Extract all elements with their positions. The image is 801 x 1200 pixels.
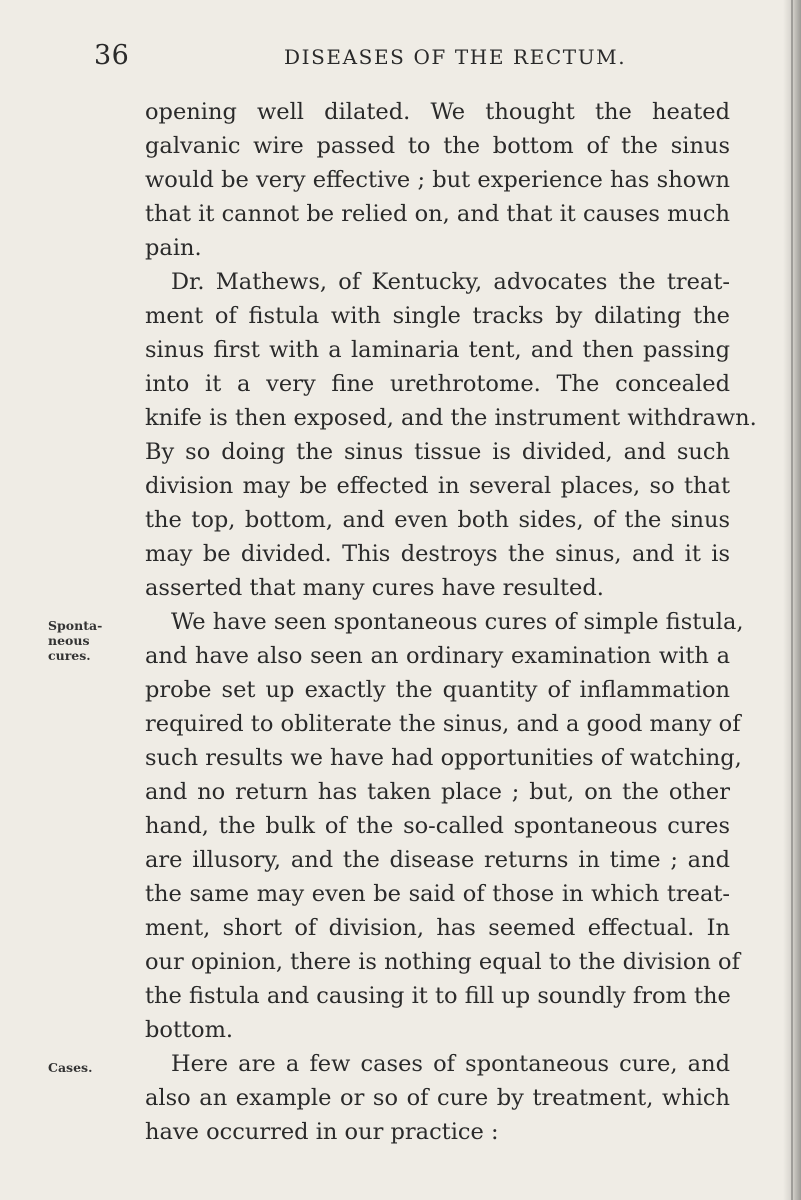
- margin-note-line: cures.: [48, 648, 91, 663]
- text-line: and no return has taken place ; but, on the other: [145, 779, 730, 805]
- text-line: the fistula and causing it to fill up soundly from the: [145, 983, 731, 1009]
- text-line: By so doing the sinus tissue is divided, and such: [145, 439, 730, 465]
- text-line: into it a very fine urethrotome. The concealed: [145, 371, 730, 397]
- text-line: opening well dilated. We thought the heated: [145, 99, 730, 125]
- text-line: ment of fistula with single tracks by dilating the: [145, 303, 730, 329]
- margin-note-line: neous: [48, 633, 90, 648]
- margin-note-line: Cases.: [48, 1060, 93, 1075]
- text-line: may be divided. This destroys the sinus, and it is: [145, 541, 730, 567]
- page-header: [94, 40, 694, 74]
- text-line: have occurred in our practice :: [145, 1119, 499, 1145]
- text-line: the top, bottom, and even both sides, of the sinus: [145, 507, 730, 533]
- text-line: required to obliterate the sinus, and a good many of: [145, 711, 741, 737]
- page-number: 36: [94, 40, 130, 71]
- text-line: division may be effected in several places, so that: [145, 473, 730, 499]
- page-edge-line: [791, 0, 793, 1200]
- text-line: hand, the bulk of the so-called spontaneous cures: [145, 813, 730, 839]
- text-line: also an example or so of cure by treatment, which: [145, 1085, 730, 1111]
- text-line: galvanic wire passed to the bottom of the sinus: [145, 133, 730, 159]
- text-line: probe set up exactly the quantity of inflammation: [145, 677, 730, 703]
- text-line: ment, short of division, has seemed effectual. In: [145, 915, 730, 941]
- text-line: We have seen spontaneous cures of simple fistula,: [171, 609, 744, 635]
- margin-note-line: Sponta-: [48, 618, 103, 633]
- margin-note-cases: [48, 1060, 128, 1075]
- text-line: knife is then exposed, and the instrument withdrawn.: [145, 405, 757, 431]
- text-line: are illusory, and the disease returns in time ; and: [145, 847, 730, 873]
- text-line: sinus first with a laminaria tent, and then passing: [145, 337, 730, 363]
- text-line: pain.: [145, 235, 202, 261]
- text-line: Dr. Mathews, of Kentucky, advocates the treat-: [171, 269, 730, 295]
- text-line: our opinion, there is nothing equal to the division of: [145, 949, 740, 975]
- text-line: bottom.: [145, 1017, 234, 1043]
- running-head: DISEASES OF THE RECTUM.: [284, 45, 627, 69]
- text-line: Here are a few cases of spontaneous cure, and: [171, 1051, 730, 1077]
- text-line: such results we have had opportunities of watching,: [145, 745, 742, 771]
- text-line: would be very effective ; but experience has shown: [145, 167, 730, 193]
- text-line: asserted that many cures have resulted.: [145, 575, 604, 601]
- text-line: and have also seen an ordinary examination with a: [145, 643, 730, 669]
- text-line: the same may even be said of those in which treat-: [145, 881, 730, 907]
- margin-note-spontaneous-cures: [48, 618, 128, 663]
- text-line: that it cannot be relied on, and that it causes much: [145, 201, 730, 227]
